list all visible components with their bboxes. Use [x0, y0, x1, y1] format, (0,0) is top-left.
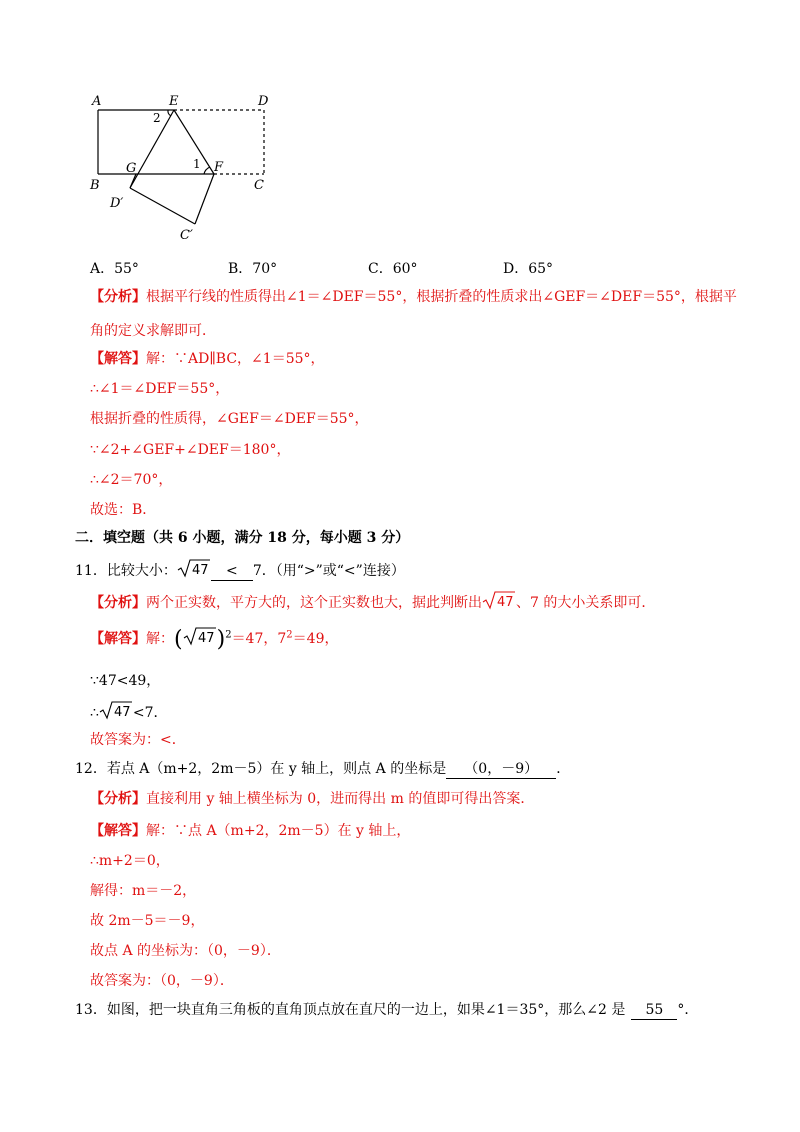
option-d: D．65° — [503, 261, 554, 277]
label-d-prime: D′ — [110, 196, 124, 211]
sqrt-47 — [177, 558, 211, 583]
q10-analysis-line2: 角的定义求解即可． — [90, 323, 216, 339]
svg-text:47: 47 — [497, 595, 514, 610]
answer-tag: 【解答】 — [90, 351, 146, 367]
q12-answer-blank: （0，－9） — [446, 760, 556, 779]
sqrt-47 — [482, 590, 516, 615]
q10-answer-line1: 【解答】解：∵AD∥BC，∠1＝55°， — [90, 351, 325, 367]
label-f: F — [214, 160, 224, 175]
label-a: A — [92, 94, 102, 109]
q10-answer-line4: ∵∠2+∠GEF+∠DEF＝180°， — [90, 442, 291, 458]
folding-figure — [80, 88, 290, 248]
label-b: B — [90, 178, 100, 193]
q12-answer-line1: 【解答】解：∵点 A（m+2，2m－5）在 y 轴上， — [90, 823, 411, 839]
sqrt-47 — [183, 626, 217, 651]
q12-question: 12．若点 A（m+2，2m－5）在 y 轴上，则点 A 的坐标是 （0，－9） ． — [75, 761, 571, 777]
q12-answer-line5: 故点 A 的坐标为：（0，－9）． — [90, 943, 281, 959]
q11-analysis: 【分析】两个正实数，平方大的，这个正实数也大，据此判断出 47 、7 的大小关系即可． — [90, 590, 655, 615]
sqrt-47 — [99, 700, 133, 725]
q11-question: 11．比较大小： 47 < 7．（用“>”或“<”连接） — [75, 558, 405, 583]
q10-answer-line6: 故选：B． — [90, 502, 157, 518]
q11-answer-line3: ∴ 47 <7． — [90, 700, 168, 725]
q10-answer-line5: ∴∠2＝70°， — [90, 472, 173, 488]
label-d: D — [258, 94, 269, 109]
q11-answer-line4: 故答案为：<． — [90, 732, 186, 748]
option-c: C．60° — [368, 261, 418, 277]
q13-question: 13．如图，把一块直角三角板的直角顶点放在直尺的一边上，如果∠1＝35°，那么∠2 是 55 °． — [75, 1002, 699, 1018]
label-g: G — [126, 161, 137, 176]
analysis-tag: 【分析】 — [90, 289, 146, 305]
svg-text:47: 47 — [113, 705, 131, 720]
label-c: C — [254, 178, 264, 193]
q11-answer-line2: ∵47<49， — [90, 673, 161, 689]
angle-1-label: 1 — [193, 157, 201, 171]
q13-answer-blank: 55 — [631, 1001, 677, 1020]
q10-answer-line3: 根据折叠的性质得，∠GEF＝∠DEF＝55°， — [90, 411, 369, 427]
q12-answer-line6: 故答案为：（0，－9）． — [90, 973, 234, 989]
svg-text:47: 47 — [197, 631, 215, 646]
q11-answer-line1: 【解答】解：( 47 )$^2$＝47，$7^2=49$， — [90, 627, 339, 652]
option-b: B．70° — [228, 261, 278, 277]
svg-text:47: 47 — [191, 563, 209, 578]
q11-answer-blank: < — [211, 562, 253, 581]
option-a: A．55° — [90, 261, 139, 277]
q12-answer-line2: ∴m+2＝0， — [90, 853, 170, 869]
q12-answer-line4: 故 2m－5＝－9， — [90, 913, 205, 929]
label-e: E — [169, 94, 179, 109]
label-c-prime: C′ — [180, 228, 193, 243]
q12-answer-line3: 解得：m＝－2， — [90, 883, 197, 899]
q10-answer-line2: ∴∠1＝∠DEF＝55°， — [90, 381, 230, 397]
q10-analysis-line1: 【分析】根据平行线的性质得出∠1＝∠DEF＝55°，根据折叠的性质求出∠GEF＝∠DEF＝55°，根据平 — [90, 289, 737, 305]
section-title: 二．填空题（共 6 小题，满分 18 分，每小题 3 分） — [75, 530, 410, 546]
q12-analysis: 【分析】直接利用 y 轴上横坐标为 0，进而得出 m 的值即可得出答案． — [90, 791, 535, 807]
angle-2-label: 2 — [153, 111, 161, 125]
